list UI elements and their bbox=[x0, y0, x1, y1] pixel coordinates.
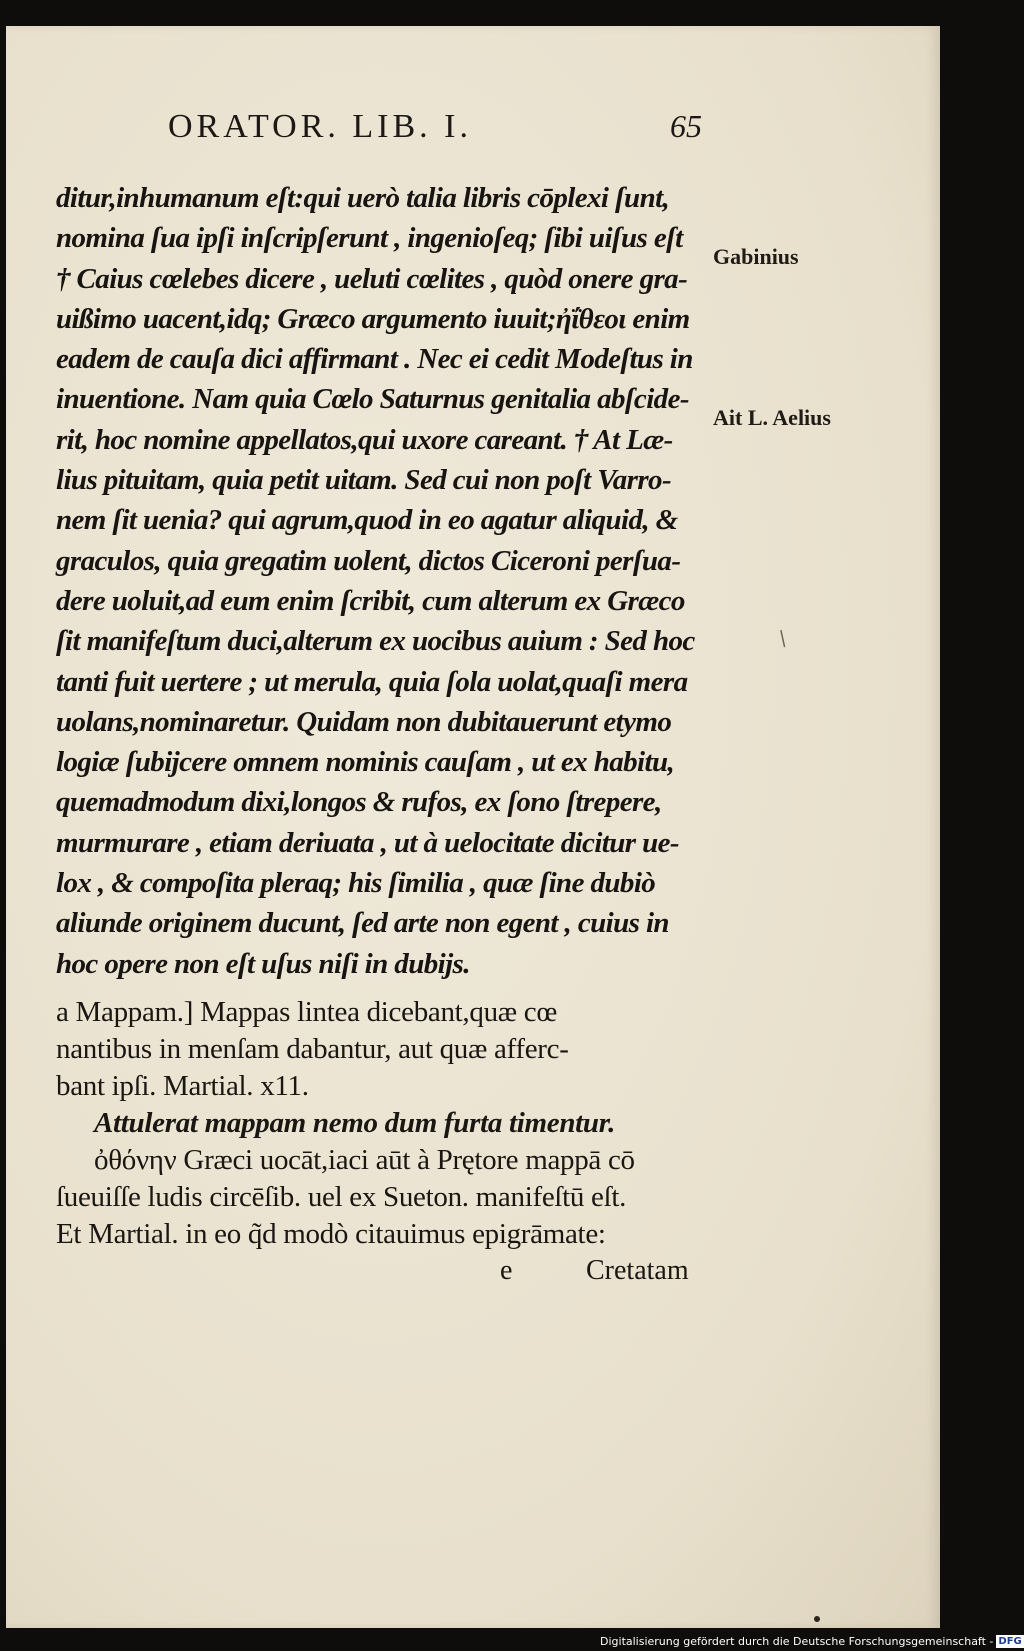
credit-text: Digitalisierung gefördert durch die Deutsche Forschungsgemeinschaft - bbox=[600, 1635, 994, 1648]
main-text-block bbox=[56, 178, 716, 984]
page-header bbox=[6, 108, 940, 158]
text-line: tanti fuit uertere ; ut merula, quia ſola uolat,quaſi mera bbox=[56, 665, 688, 698]
text-line: dere uoluit,ad eum enim ſcribit, cum alterum ex Græco bbox=[56, 584, 685, 617]
annotation-line: Et Martial. in eo q̃d modò citauimus epigrāmate: bbox=[56, 1218, 606, 1250]
annotation-line: ὀθόνην Græci uocāt,iaci aūt à Prętore mappā cō bbox=[94, 1144, 635, 1176]
text-line: hoc opere non eſt uſus niſi in dubijs. bbox=[56, 947, 470, 980]
text-line: uißimo uacent,idq; Græco argumento iuuit;ἠΐθεοι enim bbox=[56, 302, 690, 335]
text-line: graculos, quia gregatim uolent, dictos Ciceroni perſua- bbox=[56, 544, 681, 577]
dfg-logo: DFG bbox=[998, 1636, 1022, 1647]
text-line: aliunde originem ducunt, ſed arte non egent , cuius in bbox=[56, 907, 669, 940]
margin-note-aelius: Ait L. Aelius bbox=[713, 405, 831, 430]
text-line: inuentione. Nam quia Cœlo Saturnus genitalia abſcide- bbox=[56, 383, 689, 416]
text-line: eadem de cauſa dici affirmant . Nec ei cedit Modeſtus in bbox=[56, 343, 693, 376]
text-line: rit, hoc nomine appellatos,qui uxore careant. † At Læ- bbox=[56, 423, 673, 456]
text-line: ditur,inhumanum eſt:qui uerò talia libris cōplexi ſunt, bbox=[56, 182, 670, 214]
page-number: 65 bbox=[670, 108, 702, 144]
signature-mark: e bbox=[500, 1255, 513, 1286]
book-page bbox=[6, 26, 940, 1628]
text-line: quemadmodum dixi,longos & rufos, ex ſono ſtrepere, bbox=[56, 786, 662, 819]
annotation-line: ſueuiſſe ludis circēſib. uel ex Sueton. manifeſtū eſt. bbox=[56, 1181, 627, 1213]
catchword: Cretatam bbox=[586, 1255, 689, 1286]
text-line: uolans,nominaretur. Quidam non dubitauerunt etymo bbox=[56, 705, 672, 738]
text-line: † Caius cœlebes dicere , ueluti cœlites , quòd onere gra- bbox=[56, 262, 688, 295]
annotation-line: a Mappam.] Mappas lintea dicebant,quæ cœ bbox=[56, 996, 557, 1028]
text-line: nem ſit uenia? qui agrum,quod in eo agatur aliquid, & bbox=[56, 504, 678, 537]
digitization-credit bbox=[600, 1634, 1024, 1650]
catchword-line bbox=[500, 1255, 689, 1287]
annotation-block bbox=[56, 994, 716, 1253]
annotation-quote: Attulerat mappam nemo dum furta timentur. bbox=[94, 1107, 616, 1139]
annotation-line: bant ipſi. Martial. x11. bbox=[56, 1070, 309, 1102]
text-line: murmurare , etiam deriuata , ut à uelocitate dicitur ue- bbox=[56, 826, 679, 859]
margin-note-gabinius: Gabinius bbox=[713, 244, 799, 269]
text-line: nomina ſua ipſi inſcripſerunt , ingenioſeq; ſibi uiſus eſt bbox=[56, 222, 683, 255]
running-head: ORATOR. LIB. I. bbox=[168, 108, 472, 145]
text-line: lius pituitam, quia petit uitam. Sed cui non poſt Varro- bbox=[56, 464, 672, 497]
stray-pen-mark: / bbox=[773, 625, 792, 651]
text-line: logiæ ſubijcere omnem nominis cauſam , ut ex habitu, bbox=[56, 746, 675, 779]
annotation-line: nantibus in menſam dabantur, aut quæ afferc- bbox=[56, 1033, 569, 1065]
text-line: ſit manifeſtum duci,alterum ex uocibus auium : Sed hoc bbox=[56, 625, 695, 658]
text-line: lox , & compoſita pleraq; his ſimilia , quæ ſine dubiò bbox=[56, 867, 656, 900]
ink-dot bbox=[814, 1616, 820, 1622]
